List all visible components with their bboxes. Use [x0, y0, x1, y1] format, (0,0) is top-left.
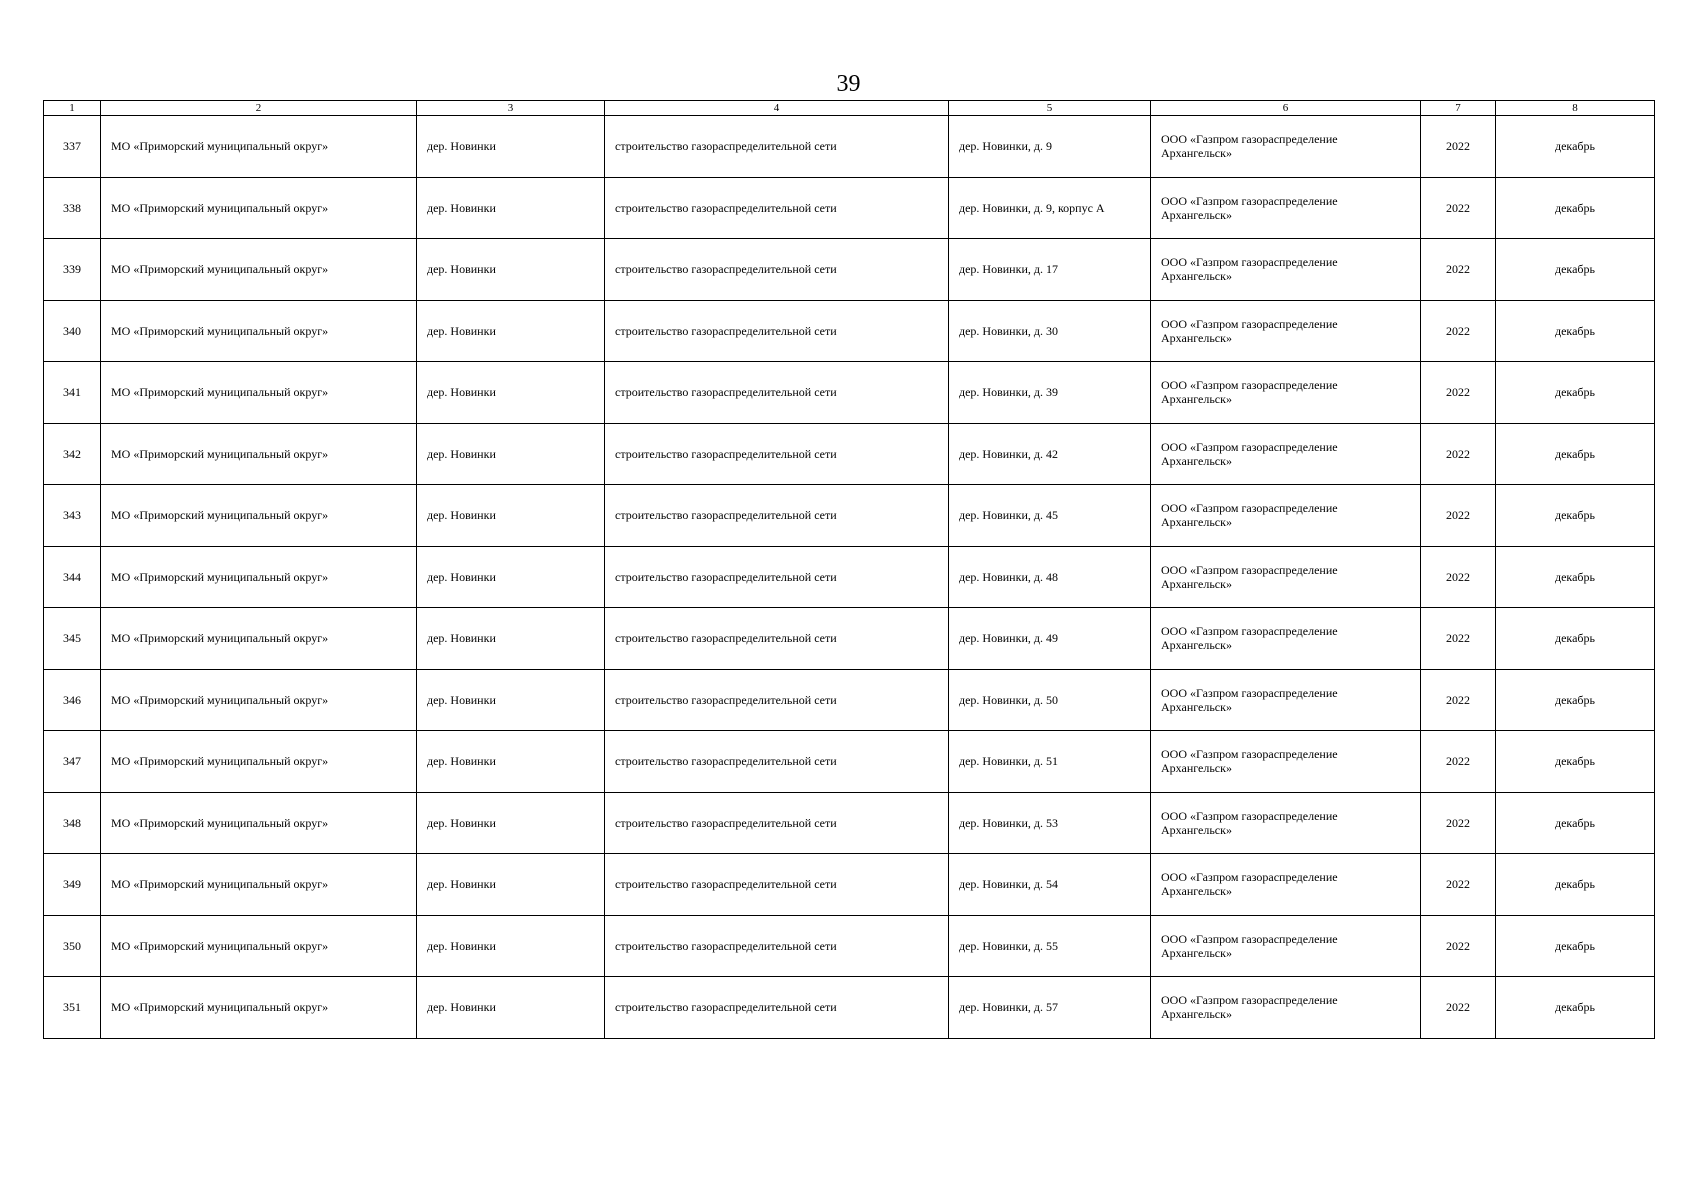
cell-col-year: 2022 — [1421, 423, 1496, 485]
cell-col-address: дер. Новинки, д. 53 — [949, 792, 1151, 854]
cell-col-address: дер. Новинки, д. 54 — [949, 854, 1151, 916]
cell-col-municipality: МО «Приморский муниципальный округ» — [101, 485, 417, 547]
cell-col-municipality: МО «Приморский муниципальный округ» — [101, 239, 417, 301]
cell-col-year: 2022 — [1421, 300, 1496, 362]
cell-col-organization: ООО «Газпром газораспределение Архангельск» — [1151, 977, 1421, 1039]
cell-col-municipality: МО «Приморский муниципальный округ» — [101, 792, 417, 854]
cell-col-number: 342 — [44, 423, 101, 485]
cell-col-number: 348 — [44, 792, 101, 854]
cell-col-organization: ООО «Газпром газораспределение Архангельск» — [1151, 792, 1421, 854]
cell-col-settlement: дер. Новинки — [417, 362, 605, 424]
cell-col-year: 2022 — [1421, 362, 1496, 424]
cell-col-work-type: строительство газораспределительной сети — [605, 116, 949, 178]
cell-col-month: декабрь — [1496, 792, 1655, 854]
cell-col-municipality: МО «Приморский муниципальный округ» — [101, 731, 417, 793]
cell-col-work-type: строительство газораспределительной сети — [605, 669, 949, 731]
table-row — [44, 116, 1655, 178]
cell-col-municipality: МО «Приморский муниципальный округ» — [101, 423, 417, 485]
cell-col-organization: ООО «Газпром газораспределение Архангельск» — [1151, 485, 1421, 547]
table-row — [44, 177, 1655, 239]
cell-col-number: 339 — [44, 239, 101, 301]
column-header-col-month: 8 — [1496, 101, 1655, 116]
cell-col-settlement: дер. Новинки — [417, 608, 605, 670]
cell-col-year: 2022 — [1421, 854, 1496, 916]
cell-col-work-type: строительство газораспределительной сети — [605, 239, 949, 301]
cell-col-month: декабрь — [1496, 423, 1655, 485]
table-row — [44, 669, 1655, 731]
cell-col-year: 2022 — [1421, 792, 1496, 854]
cell-col-address: дер. Новинки, д. 39 — [949, 362, 1151, 424]
cell-col-month: декабрь — [1496, 116, 1655, 178]
cell-col-month: декабрь — [1496, 669, 1655, 731]
cell-col-month: декабрь — [1496, 362, 1655, 424]
cell-col-municipality: МО «Приморский муниципальный округ» — [101, 669, 417, 731]
column-header-col-municipality: 2 — [101, 101, 417, 116]
cell-col-year: 2022 — [1421, 669, 1496, 731]
cell-col-year: 2022 — [1421, 546, 1496, 608]
cell-col-year: 2022 — [1421, 116, 1496, 178]
cell-col-address: дер. Новинки, д. 51 — [949, 731, 1151, 793]
cell-col-work-type: строительство газораспределительной сети — [605, 423, 949, 485]
cell-col-work-type: строительство газораспределительной сети — [605, 915, 949, 977]
cell-col-number: 351 — [44, 977, 101, 1039]
cell-col-address: дер. Новинки, д. 49 — [949, 608, 1151, 670]
cell-col-settlement: дер. Новинки — [417, 300, 605, 362]
cell-col-organization: ООО «Газпром газораспределение Архангельск» — [1151, 608, 1421, 670]
cell-col-organization: ООО «Газпром газораспределение Архангельск» — [1151, 116, 1421, 178]
cell-col-municipality: МО «Приморский муниципальный округ» — [101, 546, 417, 608]
cell-col-month: декабрь — [1496, 239, 1655, 301]
cell-col-municipality: МО «Приморский муниципальный округ» — [101, 915, 417, 977]
cell-col-municipality: МО «Приморский муниципальный округ» — [101, 116, 417, 178]
cell-col-month: декабрь — [1496, 731, 1655, 793]
table-row — [44, 362, 1655, 424]
cell-col-organization: ООО «Газпром газораспределение Архангельск» — [1151, 669, 1421, 731]
cell-col-address: дер. Новинки, д. 57 — [949, 977, 1151, 1039]
table-row — [44, 731, 1655, 793]
cell-col-work-type: строительство газораспределительной сети — [605, 300, 949, 362]
cell-col-organization: ООО «Газпром газораспределение Архангельск» — [1151, 423, 1421, 485]
cell-col-address: дер. Новинки, д. 30 — [949, 300, 1151, 362]
cell-col-organization: ООО «Газпром газораспределение Архангельск» — [1151, 177, 1421, 239]
cell-col-municipality: МО «Приморский муниципальный округ» — [101, 300, 417, 362]
cell-col-year: 2022 — [1421, 239, 1496, 301]
cell-col-number: 350 — [44, 915, 101, 977]
cell-col-settlement: дер. Новинки — [417, 854, 605, 916]
cell-col-month: декабрь — [1496, 854, 1655, 916]
cell-col-settlement: дер. Новинки — [417, 731, 605, 793]
table-row — [44, 608, 1655, 670]
cell-col-settlement: дер. Новинки — [417, 485, 605, 547]
cell-col-organization: ООО «Газпром газораспределение Архангельск» — [1151, 854, 1421, 916]
table-row — [44, 915, 1655, 977]
cell-col-work-type: строительство газораспределительной сети — [605, 485, 949, 547]
cell-col-work-type: строительство газораспределительной сети — [605, 608, 949, 670]
cell-col-settlement: дер. Новинки — [417, 915, 605, 977]
column-header-col-year: 7 — [1421, 101, 1496, 116]
cell-col-year: 2022 — [1421, 608, 1496, 670]
cell-col-work-type: строительство газораспределительной сети — [605, 977, 949, 1039]
cell-col-municipality: МО «Приморский муниципальный округ» — [101, 977, 417, 1039]
cell-col-month: декабрь — [1496, 915, 1655, 977]
column-header-col-organization: 6 — [1151, 101, 1421, 116]
cell-col-number: 346 — [44, 669, 101, 731]
gasification-schedule-table — [43, 100, 1655, 1039]
cell-col-number: 341 — [44, 362, 101, 424]
cell-col-settlement: дер. Новинки — [417, 792, 605, 854]
cell-col-settlement: дер. Новинки — [417, 423, 605, 485]
cell-col-number: 347 — [44, 731, 101, 793]
cell-col-year: 2022 — [1421, 177, 1496, 239]
cell-col-address: дер. Новинки, д. 17 — [949, 239, 1151, 301]
cell-col-municipality: МО «Приморский муниципальный округ» — [101, 177, 417, 239]
cell-col-number: 344 — [44, 546, 101, 608]
cell-col-address: дер. Новинки, д. 45 — [949, 485, 1151, 547]
column-header-col-number: 1 — [44, 101, 101, 116]
cell-col-work-type: строительство газораспределительной сети — [605, 731, 949, 793]
cell-col-year: 2022 — [1421, 977, 1496, 1039]
cell-col-work-type: строительство газораспределительной сети — [605, 792, 949, 854]
cell-col-month: декабрь — [1496, 977, 1655, 1039]
cell-col-work-type: строительство газораспределительной сети — [605, 854, 949, 916]
table-row — [44, 546, 1655, 608]
cell-col-work-type: строительство газораспределительной сети — [605, 362, 949, 424]
table-row — [44, 854, 1655, 916]
cell-col-work-type: строительство газораспределительной сети — [605, 177, 949, 239]
table-row — [44, 485, 1655, 547]
cell-col-address: дер. Новинки, д. 9, корпус А — [949, 177, 1151, 239]
cell-col-month: декабрь — [1496, 300, 1655, 362]
cell-col-organization: ООО «Газпром газораспределение Архангельск» — [1151, 915, 1421, 977]
table-row — [44, 977, 1655, 1039]
table-body — [44, 116, 1655, 1039]
cell-col-settlement: дер. Новинки — [417, 977, 605, 1039]
cell-col-settlement: дер. Новинки — [417, 239, 605, 301]
cell-col-municipality: МО «Приморский муниципальный округ» — [101, 608, 417, 670]
cell-col-municipality: МО «Приморский муниципальный округ» — [101, 362, 417, 424]
cell-col-organization: ООО «Газпром газораспределение Архангельск» — [1151, 546, 1421, 608]
cell-col-number: 343 — [44, 485, 101, 547]
cell-col-settlement: дер. Новинки — [417, 116, 605, 178]
cell-col-address: дер. Новинки, д. 9 — [949, 116, 1151, 178]
table-row — [44, 300, 1655, 362]
cell-col-number: 337 — [44, 116, 101, 178]
table-row — [44, 239, 1655, 301]
cell-col-address: дер. Новинки, д. 55 — [949, 915, 1151, 977]
cell-col-month: декабрь — [1496, 485, 1655, 547]
cell-col-year: 2022 — [1421, 731, 1496, 793]
table-row — [44, 792, 1655, 854]
cell-col-number: 345 — [44, 608, 101, 670]
cell-col-month: декабрь — [1496, 546, 1655, 608]
cell-col-year: 2022 — [1421, 485, 1496, 547]
column-header-col-settlement: 3 — [417, 101, 605, 116]
cell-col-number: 349 — [44, 854, 101, 916]
cell-col-organization: ООО «Газпром газораспределение Архангельск» — [1151, 731, 1421, 793]
cell-col-year: 2022 — [1421, 915, 1496, 977]
cell-col-organization: ООО «Газпром газораспределение Архангельск» — [1151, 239, 1421, 301]
column-header-col-address: 5 — [949, 101, 1151, 116]
cell-col-settlement: дер. Новинки — [417, 669, 605, 731]
page-number: 39 — [836, 71, 861, 97]
cell-col-settlement: дер. Новинки — [417, 546, 605, 608]
cell-col-address: дер. Новинки, д. 42 — [949, 423, 1151, 485]
cell-col-work-type: строительство газораспределительной сети — [605, 546, 949, 608]
cell-col-organization: ООО «Газпром газораспределение Архангельск» — [1151, 300, 1421, 362]
cell-col-municipality: МО «Приморский муниципальный округ» — [101, 854, 417, 916]
cell-col-organization: ООО «Газпром газораспределение Архангельск» — [1151, 362, 1421, 424]
cell-col-month: декабрь — [1496, 608, 1655, 670]
table-header — [44, 101, 1655, 116]
cell-col-address: дер. Новинки, д. 48 — [949, 546, 1151, 608]
column-header-col-work-type: 4 — [605, 101, 949, 116]
header-row — [44, 101, 1655, 116]
cell-col-number: 338 — [44, 177, 101, 239]
cell-col-address: дер. Новинки, д. 50 — [949, 669, 1151, 731]
cell-col-number: 340 — [44, 300, 101, 362]
cell-col-month: декабрь — [1496, 177, 1655, 239]
table-row — [44, 423, 1655, 485]
cell-col-settlement: дер. Новинки — [417, 177, 605, 239]
